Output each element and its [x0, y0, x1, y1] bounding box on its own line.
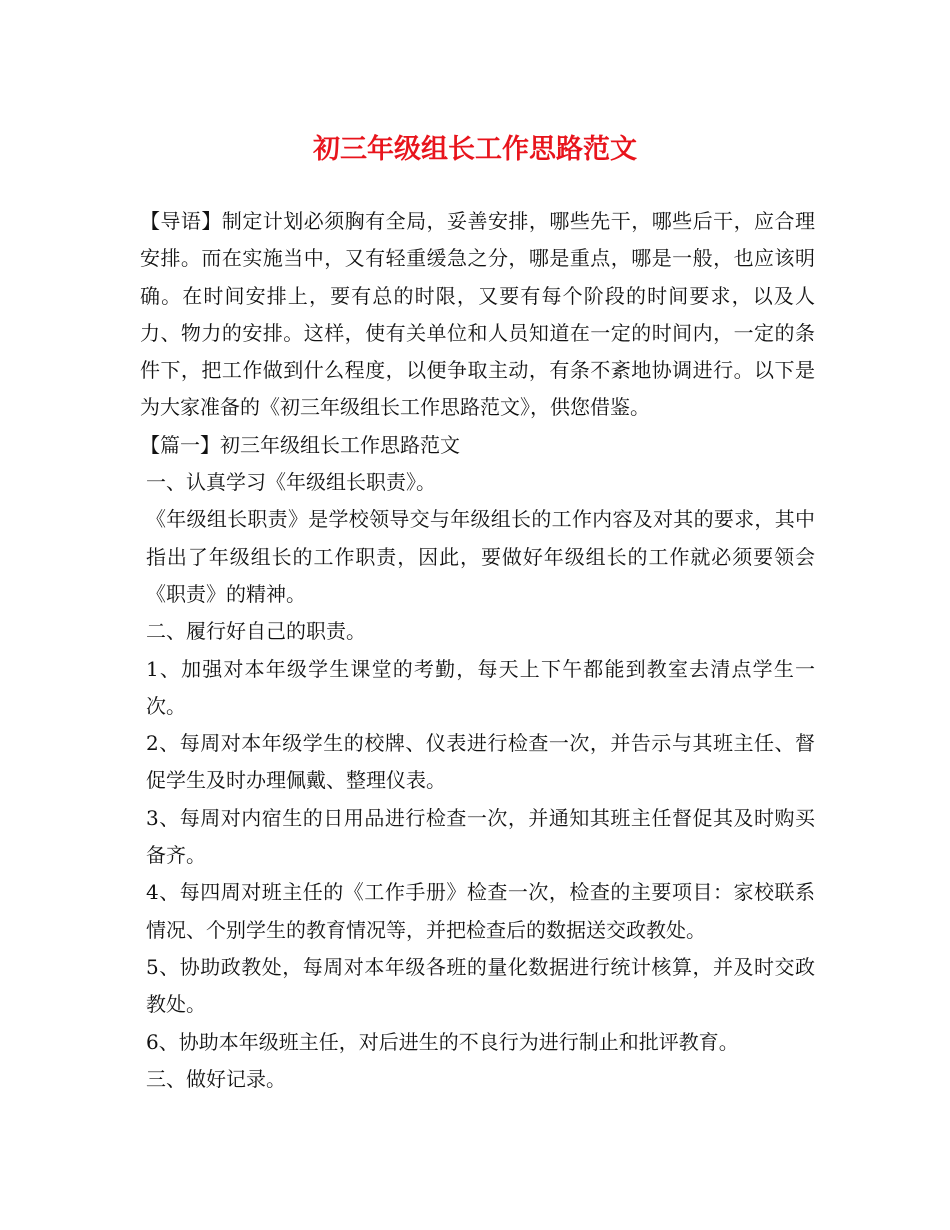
document-title: 初三年级组长工作思路范文: [313, 134, 637, 165]
section-heading: 【篇一】初三年级组长工作思路范文: [140, 432, 460, 457]
document-body: [140, 203, 815, 1098]
list-item: 6、协助本年级班主任，对后进生的不良行为进行制止和批评教育。: [146, 1029, 739, 1054]
list-item: 1、加强对本年级学生课堂的考勤，每天上下午都能到教室去清点学生一次。: [146, 656, 815, 718]
heading-study-duties: 一、认真学习《年级组长职责》。: [146, 470, 436, 495]
heading-keep-records: 三、做好记录。: [146, 1066, 286, 1091]
list-item: 3、每周对内宿生的日用品进行检查一次，并通知其班主任督促其及时购买备齐。: [146, 805, 815, 868]
list-item: 5、协助政教处，每周对本年级各班的量化数据进行统计核算，并及时交政教处。: [146, 954, 815, 1017]
list-item: 2、每周对本年级学生的校牌、仪表进行检查一次，并告示与其班主任、督促学生及时办理佩戴、整理仪表。: [146, 731, 815, 793]
heading-fulfill-duties: 二、履行好自己的职责。: [146, 619, 366, 644]
intro-paragraph: 【导语】制定计划必须胸有全局，妥善安排，哪些先干，哪些后干，应合理安排。而在实施当中，又有轻重缓急之分，哪是重点，哪是一般，也应该明确。在时间安排上，要有总的时限，又要有每个阶段的时间要求，以及人力、物力的安排。这样，使有关单位和人员知道在一定的时间内，一定的条件下，把工作做到什么程度，以便争取主动，有条不紊地协调进行。以下是为大家准备的《初三年级组长工作思路范文》，供您借鉴。: [140, 209, 815, 420]
paragraph-duties-description: 《年级组长职责》是学校领导交与年级组长的工作内容及对其的要求，其中指出了年级组长的工作职责，因此，要做好年级组长的工作就必须要领会《职责》的精神。: [146, 507, 815, 606]
list-item: 4、每四周对班主任的《工作手册》检查一次，检查的主要项目：家校联系情况、个别学生的教育情况等，并把检查后的数据送交政教处。: [146, 880, 815, 942]
